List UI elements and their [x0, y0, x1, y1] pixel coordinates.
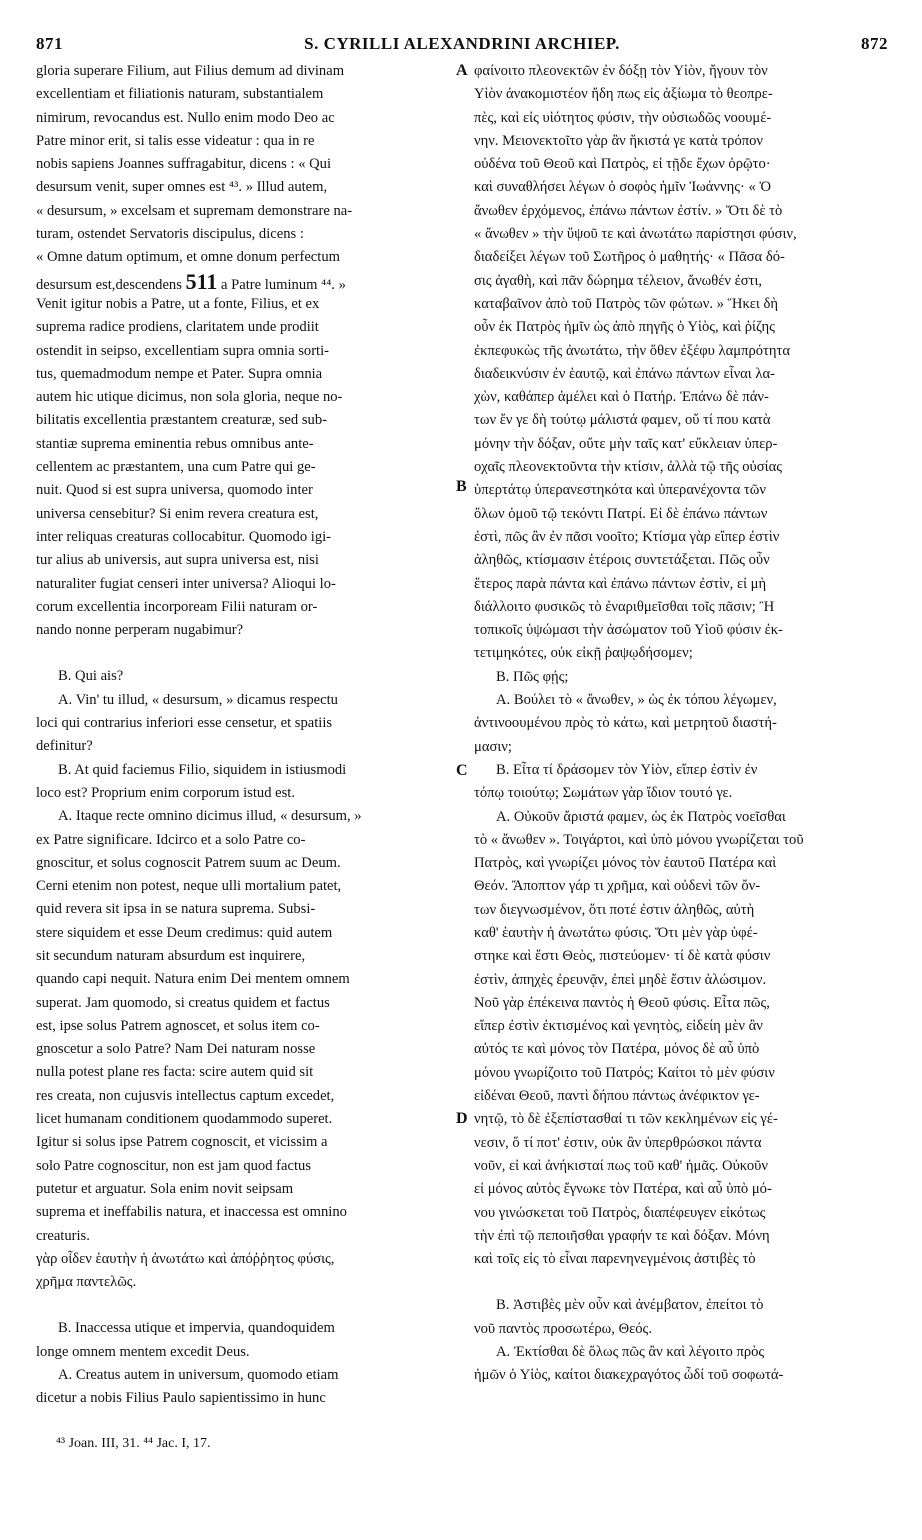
text-line: μόνην τὴν δόξαν, οὔτε μὴν ταῖς κατ' εὔκλειαν ὑπερ- — [474, 435, 778, 452]
text-line: οχαῖς πλεονεκτοῦντα τὴν κτίσιν, ἀλλὰ τῷ τῆς οὐσίας — [474, 459, 783, 476]
text-line: B. Ἀστιβὲς μὲν οὖν καὶ ἀνέμβατον, ἐπείτοι τὸ — [496, 1297, 764, 1314]
text-line: ὑπερτάτῳ ὑπερανεστηκότα καὶ ὑπερανέχοντα τῶν — [474, 482, 766, 499]
text-line: χρῆμα παντελῶς. — [36, 1274, 137, 1291]
text-line: Patre minor erit, si talis esse videatur : qua in re — [36, 132, 315, 149]
text-line: χὼν, καθάπερ ἀμέλει καὶ ὁ Πατήρ. Ἐπάνω δὲ πάν- — [474, 389, 769, 406]
latin-line-text: desursum est,descendens — [36, 276, 186, 293]
text-line: universa censebitur? Si enim revera creatura est, — [36, 505, 319, 522]
text-line: νοῦν, εἰ καὶ ἀνήκισταί πως τοῦ καθ' ἡμᾶς. Οὐκοῦν — [474, 1157, 768, 1174]
text-line: οὐδένα τοῦ Θεοῦ καὶ Πατρὸς, εἰ τῇδε ἔχων ὁρῷτο· — [474, 156, 771, 173]
footnotes: ⁴³ Joan. III, 31. ⁴⁴ Jac. I, 17. — [56, 1436, 211, 1451]
text-line: ἐστὶ, πῶς ἂν ἐν πᾶσι νοοῖτο; Κτίσμα γὰρ εἴπερ ἐστὶν — [474, 528, 780, 545]
page-number-right: 872 — [861, 34, 888, 53]
text-line: τὸ « ἄνωθεν ». Τοιγάρτοι, καὶ ὑπὸ μόνου γνωρίζεται τοῦ — [474, 831, 804, 848]
text-line: διάλλοιτο φυσικῶς τὸ ἐναριθμεῖσθαι τοῖς πᾶσιν; Ἢ — [474, 598, 775, 615]
text-line: putetur et arguatur. Sola enim novit seipsam — [36, 1180, 294, 1197]
text-line: stantiæ suprema eminentia rebus omnibus ante- — [36, 435, 314, 452]
text-line: εἴπερ ἐστὶν ἐκτισμένος καὶ γενητὸς, εἰδείη μὲν ἂν — [474, 1018, 763, 1035]
text-line: A. Creatus autem in universum, quomodo etiam — [58, 1367, 339, 1384]
text-line: γὰρ οἶδεν ἑαυτὴν ἡ ἀνωτάτω καὶ ἀπόῤῥητος φύσις, — [36, 1250, 335, 1267]
page-header — [36, 34, 888, 60]
text-line: τετιμηκότες, οὐκ εἰκῇ ῥαψῳδήσομεν; — [474, 645, 693, 662]
text-line: τόπῳ τοιούτῳ; Σωμάτων γὰρ ἴδιον τουτό γε. — [474, 785, 733, 802]
text-line: superat. Jam quomodo, si creatus quidem et factus — [36, 994, 330, 1011]
text-line: turam, ostendet Servatoris discipulus, dicens : — [36, 226, 304, 243]
text-line: νεσιν, ὅ τί ποτ' ἐστιν, οὐκ ἂν ὑπερθρώσκοι πάντα — [474, 1134, 762, 1151]
latin-column — [36, 60, 456, 1411]
text-line: ἀληθῶς, κτίσμασιν ἑτέροις συντετάξεται. Πῶς οὖν — [474, 552, 770, 569]
text-line: καθ' ἑαυτὴν ἡ ἀνωτάτω φύσις. Ὅτι μὲν γὰρ ὑφέ- — [474, 924, 758, 941]
text-line: A. Vin' tu illud, « desursum, » dicamus respectu — [58, 691, 338, 708]
margin-marker-c: C — [456, 762, 468, 779]
text-line: cellentem ac præstantem, una cum Patre qui ge- — [36, 459, 316, 476]
text-line: nuit. Quod si est supra universa, quomodo inter — [36, 482, 313, 499]
text-line: νην. Μειονεκτοῖτο γὰρ ἂν ἥκιστά γε κατὰ τρόπον — [474, 132, 764, 149]
text-line: φαίνοιτο πλεονεκτῶν ἐν δόξῃ τὸν Υἱὸν, ἤγουν τὸν — [474, 63, 768, 79]
text-line: Cerni etenim non potest, neque ulli mortalium patet, — [36, 878, 342, 895]
running-title: S. CYRILLI ALEXANDRINI ARCHIEP. — [304, 34, 620, 53]
column-number-511: 511 — [185, 269, 218, 293]
text-line: excellentiam et filiationis naturam, substantialem — [36, 86, 324, 103]
text-line: gloria superare Filium, aut Filius demum ad divinam — [36, 63, 345, 79]
text-line: ἀντινοουμένου πρὸς τὸ κάτω, καὶ μετρητοῦ διαστή- — [474, 715, 777, 732]
margin-marker-a: A — [456, 62, 468, 79]
text-line: licet humanam conditionem quodammodo superet. — [36, 1111, 333, 1128]
text-line: autem hic utique dicimus, non sola gloria, neque no- — [36, 389, 343, 406]
text-line: « desursum, » excelsam et supremam demonstrare na- — [36, 202, 353, 219]
text-line: ἐκπεφυκὼς τῆς ἀνωτάτω, τὴν ὅθεν ἐξέφυ λαμπρότητα — [474, 342, 791, 359]
text-line: τὴν ἐπὶ τῷ πεποιῆσθαι γραφήν τε καὶ δόξαν. Μόνη — [474, 1227, 770, 1244]
text-line: Θεόν. Ἄποπτον γάρ τι χρῆμα, καὶ οὐδενὶ τῶν ὄν- — [474, 878, 761, 895]
text-line: μόνου γνωρίζοιτο τοῦ Πατρός; Καίτοι τὸ μὲν φύσιν — [474, 1064, 775, 1081]
text-line: των ἔν γε δὴ τούτῳ μάλιστά φαμεν, οὔ τί που κατὰ — [474, 412, 771, 429]
latin-line-511 — [36, 270, 456, 293]
text-line: εἰδέναι Θεοῦ, παντὶ δήπου πάντως ἀνέφικτον γε- — [474, 1088, 760, 1105]
text-line: tus, quemadmodum nempe et Pater. Supra omnia — [36, 365, 323, 382]
text-line: quando capi nequit. Natura enim Dei mentem omnem — [36, 971, 350, 988]
text-line: διαδείξει λέγων τοῦ Σωτῆρος ὁ μαθητής· « Πᾶσα δό- — [474, 249, 785, 266]
text-line: inter reliquas creaturas collocabitur. Quomodo igi- — [36, 528, 332, 545]
text-line: καταβαῖνον ἀπὸ τοῦ Πατρὸς τῶν φώτων. » Ἥκει δὴ — [474, 295, 779, 312]
text-line: creaturis. — [36, 1227, 90, 1244]
text-line: suprema et ineffabilis natura, et inaccessa est omnino — [36, 1204, 347, 1221]
text-line: ἡμῶν ὁ Υἱὸς, καίτοι διακεχραγότος ὧδί τοῦ σοφωτά- — [474, 1367, 784, 1384]
text-line: quid revera sit ipsa in se natura suprema. Subsi- — [36, 901, 316, 918]
text-line: B. Εἶτα τί δράσομεν τὸν Υἱὸν, εἴπερ ἐστὶν ἐν — [496, 761, 758, 778]
text-line: μασιν; — [474, 738, 512, 755]
greek-paragraph-1 — [474, 60, 890, 666]
text-line: νητῷ, τὸ δὲ ἐξεπίστασθαί τι τῶν κεκλημένων εἰς γέ- — [474, 1111, 778, 1128]
text-line: tur alius ab universis, aut supra universa est, nisi — [36, 552, 319, 569]
text-line: ostendit in seipso, excellentiam supra omnia sorti- — [36, 342, 330, 359]
latin-paragraph-1 — [36, 60, 456, 270]
text-line: νου γινώσκεται τοῦ Πατρὸς, διαπέφευγεν εἰκότως — [474, 1204, 766, 1221]
latin-line-text: a Patre luminum ⁴⁴. » — [217, 276, 346, 293]
text-line: καὶ συναθλήσει λέγων ὁ σοφὸς ἡμῖν Ἰωάννης· « Ὁ — [474, 179, 772, 196]
text-line: τοπικοῖς ὑψώμασι τὴν ἀσώματον τοῦ Υἱοῦ φύσιν ἐκ- — [474, 622, 783, 639]
text-line: longe omnem mentem excedit Deus. — [36, 1343, 250, 1360]
text-line: est, ipse solus Patrem agnoscet, et solus item co- — [36, 1017, 320, 1034]
text-line: στηκε καὶ ἔστι Θεὸς, πιστεύομεν· τί δὲ κατὰ φύσιν — [474, 948, 771, 965]
text-line: αὐτός τε καὶ μόνος τὸν Πατέρα, μόνος δὲ αὖ ὑπὸ — [474, 1041, 760, 1058]
latin-dialogue-2 — [36, 1317, 456, 1410]
text-line: B. At quid faciemus Filio, siquidem in istiusmodi — [58, 761, 347, 778]
text-line: « Omne datum optimum, et omne donum perfectum — [36, 249, 340, 266]
text-line: bilitatis excellentia præstantem creaturæ, sed sub- — [36, 412, 327, 429]
text-line: nobis sapiens Joannes suffragabitur, dicens : « Qui — [36, 156, 332, 173]
text-line: solo Patre cognoscitur, non est jam quod factus — [36, 1157, 312, 1174]
text-line: loci qui contrarius inferiori esse censetur, et spatiis — [36, 715, 333, 732]
latin-paragraph-2 — [36, 293, 456, 642]
text-line: ἐστὶν, ἀπηχὲς ἐρευνᾷν, ἐπεὶ μηδὲ ἔστιν ἁλώσιμον. — [474, 971, 767, 988]
greek-column — [474, 60, 890, 1388]
latin-dialogue-1 — [36, 665, 456, 1294]
greek-dialogue-1 — [474, 666, 890, 1272]
text-line: Νοῦ γὰρ ἐπέκεινα παντὸς ἡ Θεοῦ φύσις. Εἶτα πῶς, — [474, 994, 770, 1011]
text-line: loco est? Proprium enim corporum istud est. — [36, 784, 295, 801]
text-line: A. Οὐκοῦν ἄριστά φαμεν, ὡς ἐκ Πατρὸς νοεῖσθαι — [496, 808, 786, 825]
text-line: Venit igitur nobis a Patre, ut a fonte, Filius, et ex — [36, 295, 320, 312]
text-line: καὶ τοῖς εἰς τὸ εἶναι παρενηνεγμένοις ἀστιβὲς τὸ — [474, 1251, 756, 1268]
margin-marker-b: B — [456, 478, 467, 495]
text-line: sit secundum naturam absurdum est inquirere, — [36, 947, 306, 964]
text-line: Igitur si solus ipse Patrem cognoscit, et vicissim a — [36, 1134, 328, 1151]
text-line: dicetur a nobis Filius Paulo sapientissimo in hunc — [36, 1390, 326, 1407]
text-line: nulla potest plane res facta: scire autem quid sit — [36, 1064, 314, 1081]
greek-dialogue-2 — [474, 1294, 890, 1387]
text-line: B. Inaccessa utique et impervia, quandoquidem — [58, 1320, 335, 1337]
text-line: naturaliter fugiat censeri inter universa? Alioqui lo- — [36, 575, 336, 592]
text-line: B. Πῶς φῄς; — [496, 668, 569, 685]
text-line: νοῦ παντὸς προσωτέρω, Θεός. — [474, 1320, 652, 1337]
text-line: desursum venit, super omnes est ⁴³. » Illud autem, — [36, 179, 328, 196]
text-line: διαδεικνύσιν ἐν ἑαυτῷ, καὶ ἐπάνω πάντων εἶναι λα- — [474, 365, 775, 382]
text-line: ex Patre significare. Idcirco et a solo Patre co- — [36, 831, 306, 848]
text-line: suprema radice prodiens, claritatem unde prodiit — [36, 319, 319, 336]
text-line: ὅλων ὁμοῦ τῷ τεκόντι Πατρί. Εἰ δὲ ἐπάνω πάντων — [474, 505, 768, 522]
margin-marker-d: D — [456, 1110, 468, 1127]
text-line: definitur? — [36, 738, 93, 755]
text-line: stere siquidem et esse Deum credimus: quid autem — [36, 924, 333, 941]
text-line: gnoscitur, et solus cognoscit Patrem suum ac Deum. — [36, 854, 341, 871]
text-line: Υἱὸν ἀνακομιστέον ἤδη πως εἰς ἀξίωμα τὸ θεοπρε- — [474, 86, 773, 103]
text-line: Πατρὸς, καὶ γνωρίζει μόνος τὸν ἑαυτοῦ Πατέρα καὶ — [474, 855, 777, 872]
text-line: nimirum, revocandus est. Nullo enim modo Deo ac — [36, 109, 335, 126]
text-line: « ἄνωθεν » τὴν ὕψοῦ τε καὶ ἀνωτάτω παρίστησι φύσιν, — [474, 226, 797, 243]
text-line: A. Ἐκτίσθαι δὲ ὅλως πῶς ἂν καὶ λέγοιτο πρὸς — [496, 1344, 765, 1361]
text-line: σις ἀγαθὴ, καὶ πᾶν δώρημα τέλειον, ἄνωθέν ἐστι, — [474, 272, 763, 289]
text-line: res creata, non cujusvis intellectus captum excedet, — [36, 1087, 335, 1104]
text-line: gnoscetur a solo Patre? Nam Dei naturam nosse — [36, 1041, 316, 1058]
text-line: nando nonne perperam nugabimur? — [36, 622, 244, 639]
text-line: A. Βούλει τὸ « ἄνωθεν, » ὡς ἐκ τόπου λέγωμεν, — [496, 692, 777, 709]
text-line: corum excellentia incorpoream Filii naturam or- — [36, 598, 318, 615]
text-line: πὲς, καὶ εἰς υἱότητος φύσιν, τὴν οὐσιωδῶς νοουμέ- — [474, 109, 772, 126]
text-line: των διεγνωσμένον, ὅτι ποτέ ἐστιν ἀληθῶς, αὐτὴ — [474, 901, 755, 918]
text-line: A. Itaque recte omnino dicimus illud, « desursum, » — [58, 808, 362, 825]
text-line: εἰ μόνος αὐτὸς ἔγνωκε τὸν Πατέρα, καὶ αὖ ὑπὸ μό- — [474, 1181, 772, 1198]
text-line: B. Qui ais? — [58, 668, 124, 685]
text-line: ἄνωθεν ἐρχόμενος, ἐπάνω πάντων ἐστίν. » Ὅτι δὲ τὸ — [474, 202, 783, 219]
page-number-left: 871 — [36, 34, 63, 53]
text-line: οὖν ἐκ Πατρὸς ἡμῖν ὡς ἀπὸ πηγῆς ὁ Υἱὸς, καὶ ῥίζης — [474, 319, 775, 336]
text-line: ἕτερος παρὰ πάντα καὶ ἐπάνω πάντων ἐστὶν, εἰ μὴ — [474, 575, 767, 592]
